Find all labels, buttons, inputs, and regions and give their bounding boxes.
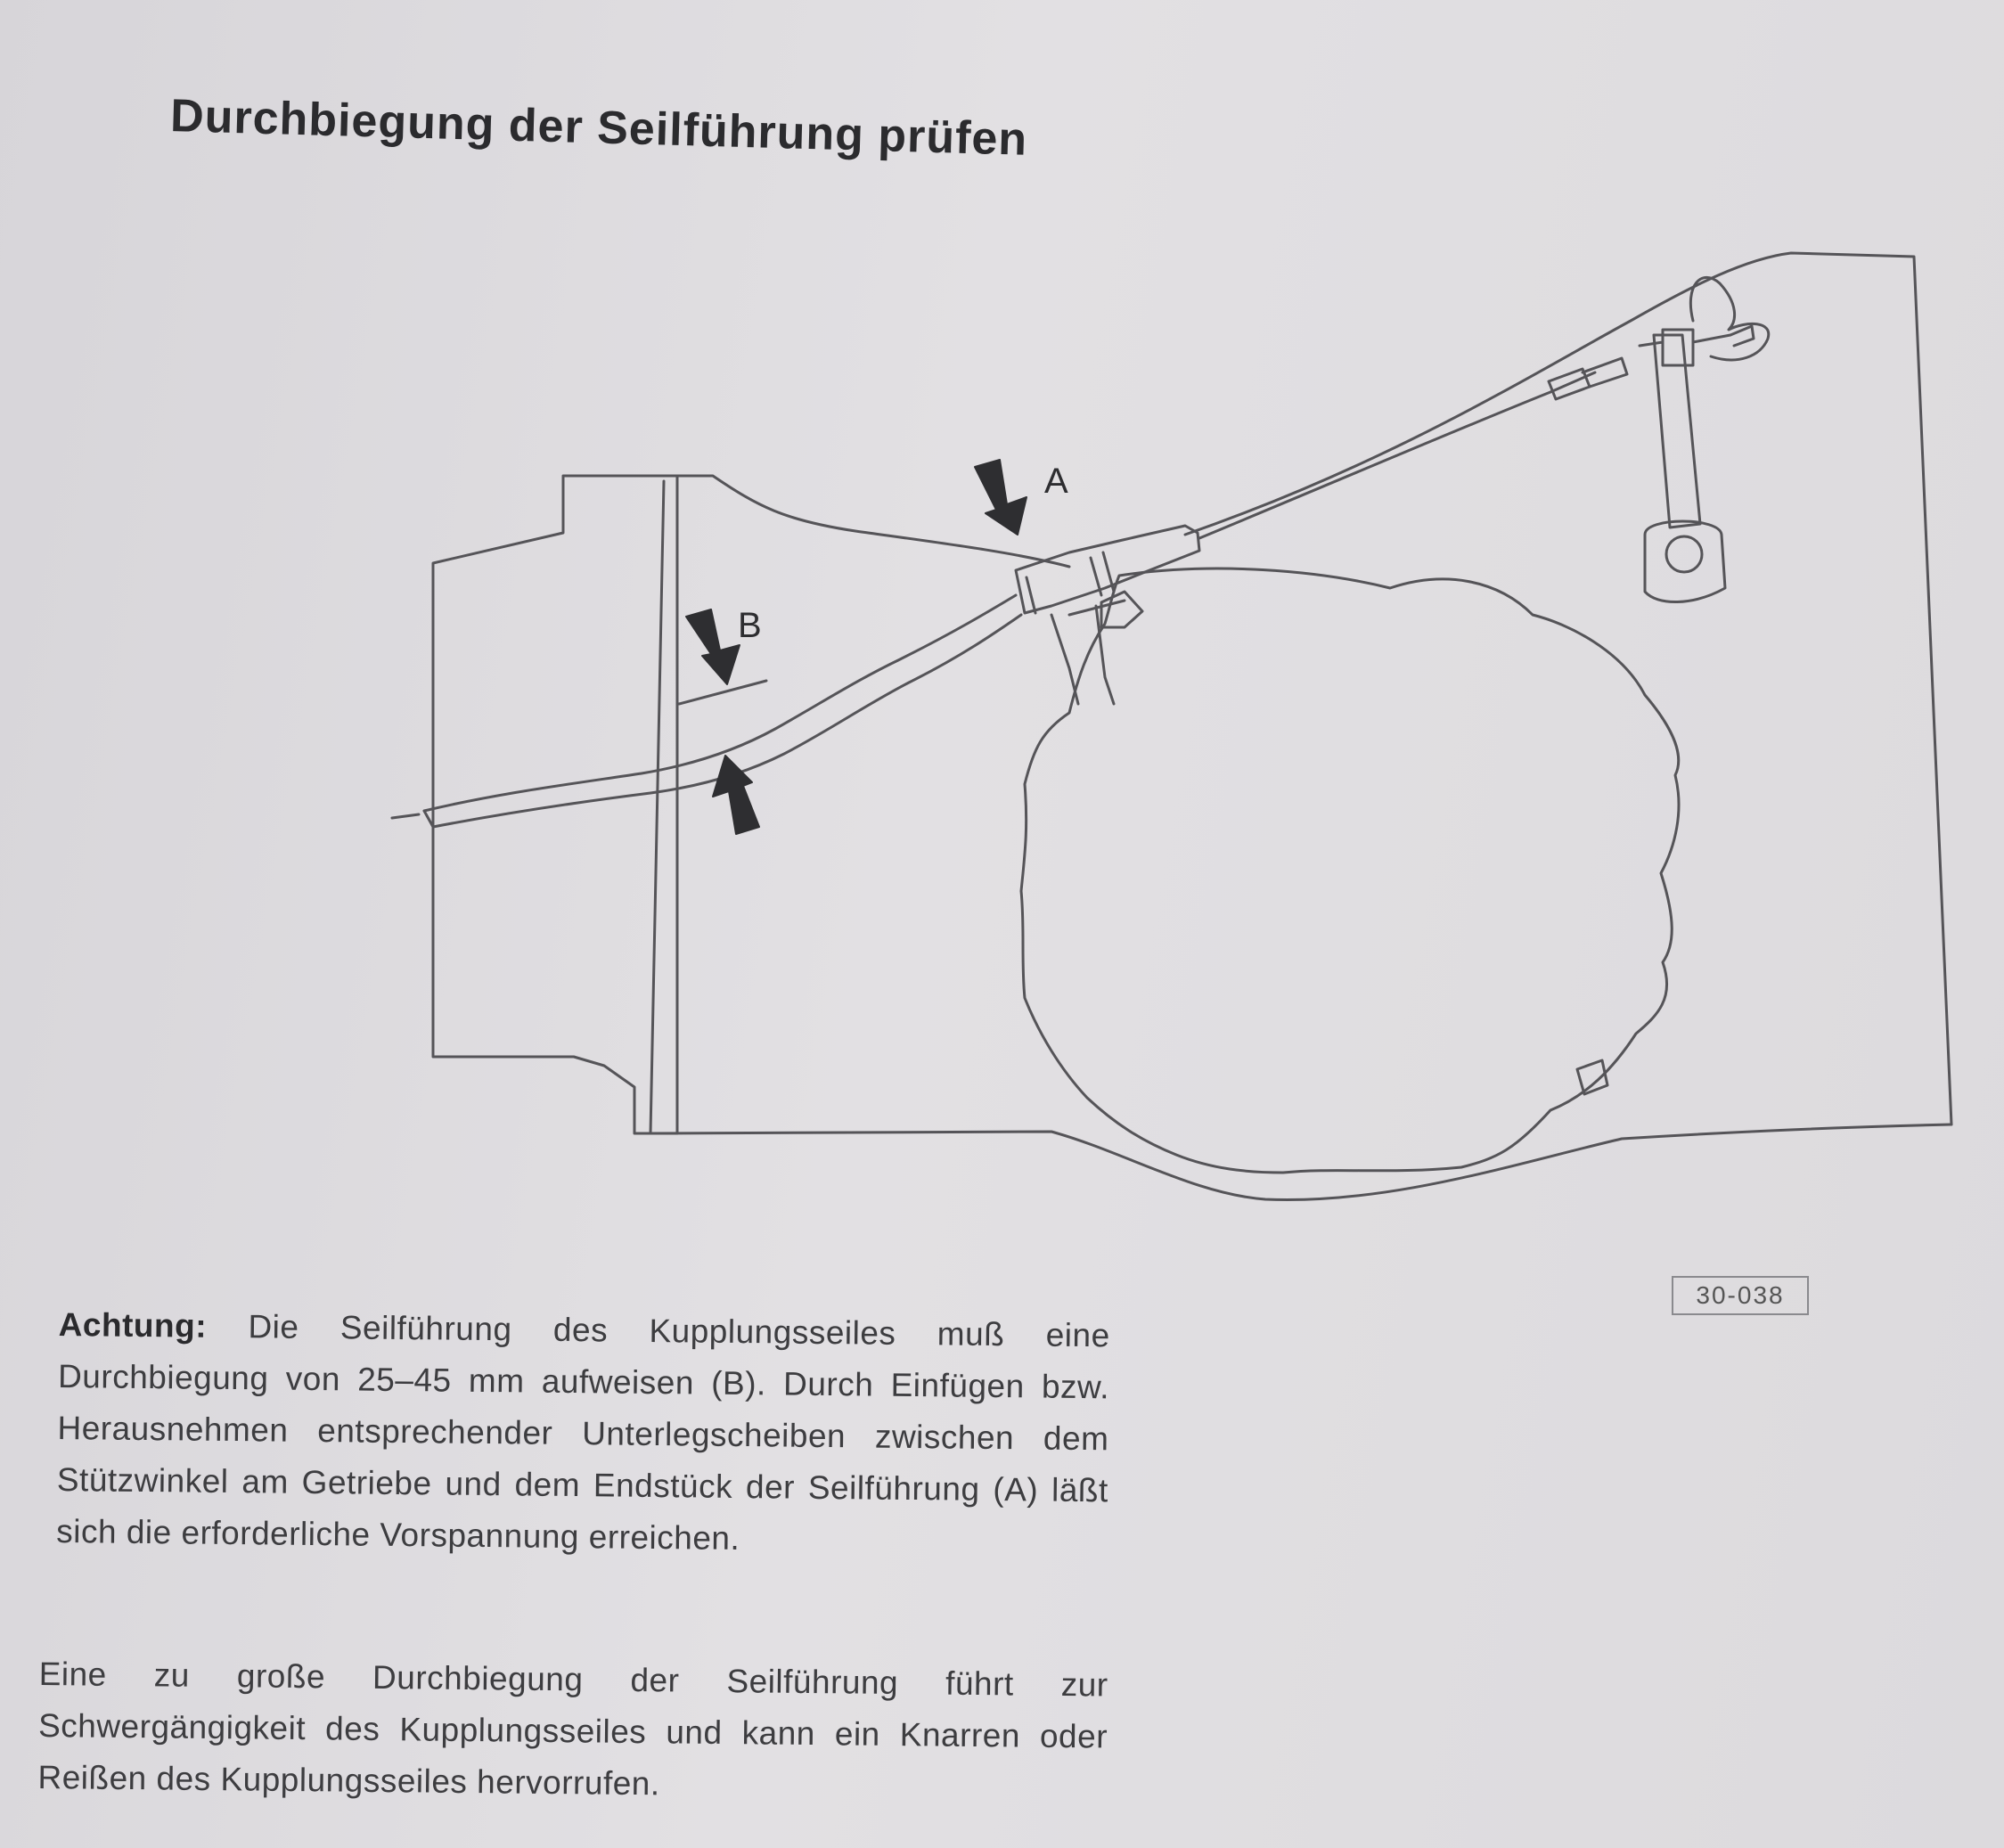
lever-eye bbox=[1645, 521, 1725, 602]
sheath-end-cap bbox=[392, 811, 433, 827]
cable-end-thread bbox=[1730, 326, 1754, 346]
notice-text: Die Seilführung des Kupplungsseiles muß eine Durchbiegung von 25–45 mm aufweisen (B). Durch Einfügen bzw. Herausnehmen entsprechender Unterlegscheiben zwischen dem Stützwinkel am Getriebe und dem Endstück der Seilführung (A) läßt sich die erforderliche Vorspannung erreichen. bbox=[56, 1308, 1110, 1558]
cable-sheath-lower-edge bbox=[433, 615, 1021, 827]
lever-eye-hole bbox=[1666, 536, 1702, 572]
warning-paragraph: Eine zu große Durchbiegung der Seilführung führt zur Schwergängigkeit des Kupplungsseiles und kann ein Knarren oder Reißen des Kupplungsseiles hervorrufen. bbox=[37, 1655, 1108, 1803]
figure-number: 30-038 bbox=[1672, 1276, 1809, 1315]
guide-ring-2 bbox=[1091, 558, 1101, 595]
arrow-a bbox=[975, 460, 1027, 535]
gearbox-housing-outline bbox=[433, 476, 677, 1133]
inner-cable bbox=[1199, 372, 1595, 538]
notice-paragraph bbox=[56, 1299, 1110, 1568]
arrow-b-down bbox=[686, 609, 740, 684]
deflection-line bbox=[679, 681, 766, 704]
housing-divider-line bbox=[650, 481, 664, 1133]
guide-ring-1 bbox=[1027, 577, 1035, 613]
bracket-body bbox=[1101, 592, 1142, 627]
engine-bottom-edge bbox=[649, 1124, 1951, 1200]
label-a: A bbox=[1044, 462, 1068, 501]
wing-nut bbox=[1690, 277, 1768, 360]
notice-prefix: Achtung: bbox=[58, 1305, 208, 1345]
page-title: Durchbiegung der Seilführung prüfen bbox=[169, 89, 1028, 166]
housing-tab bbox=[1577, 1060, 1607, 1094]
label-b: B bbox=[738, 606, 762, 645]
